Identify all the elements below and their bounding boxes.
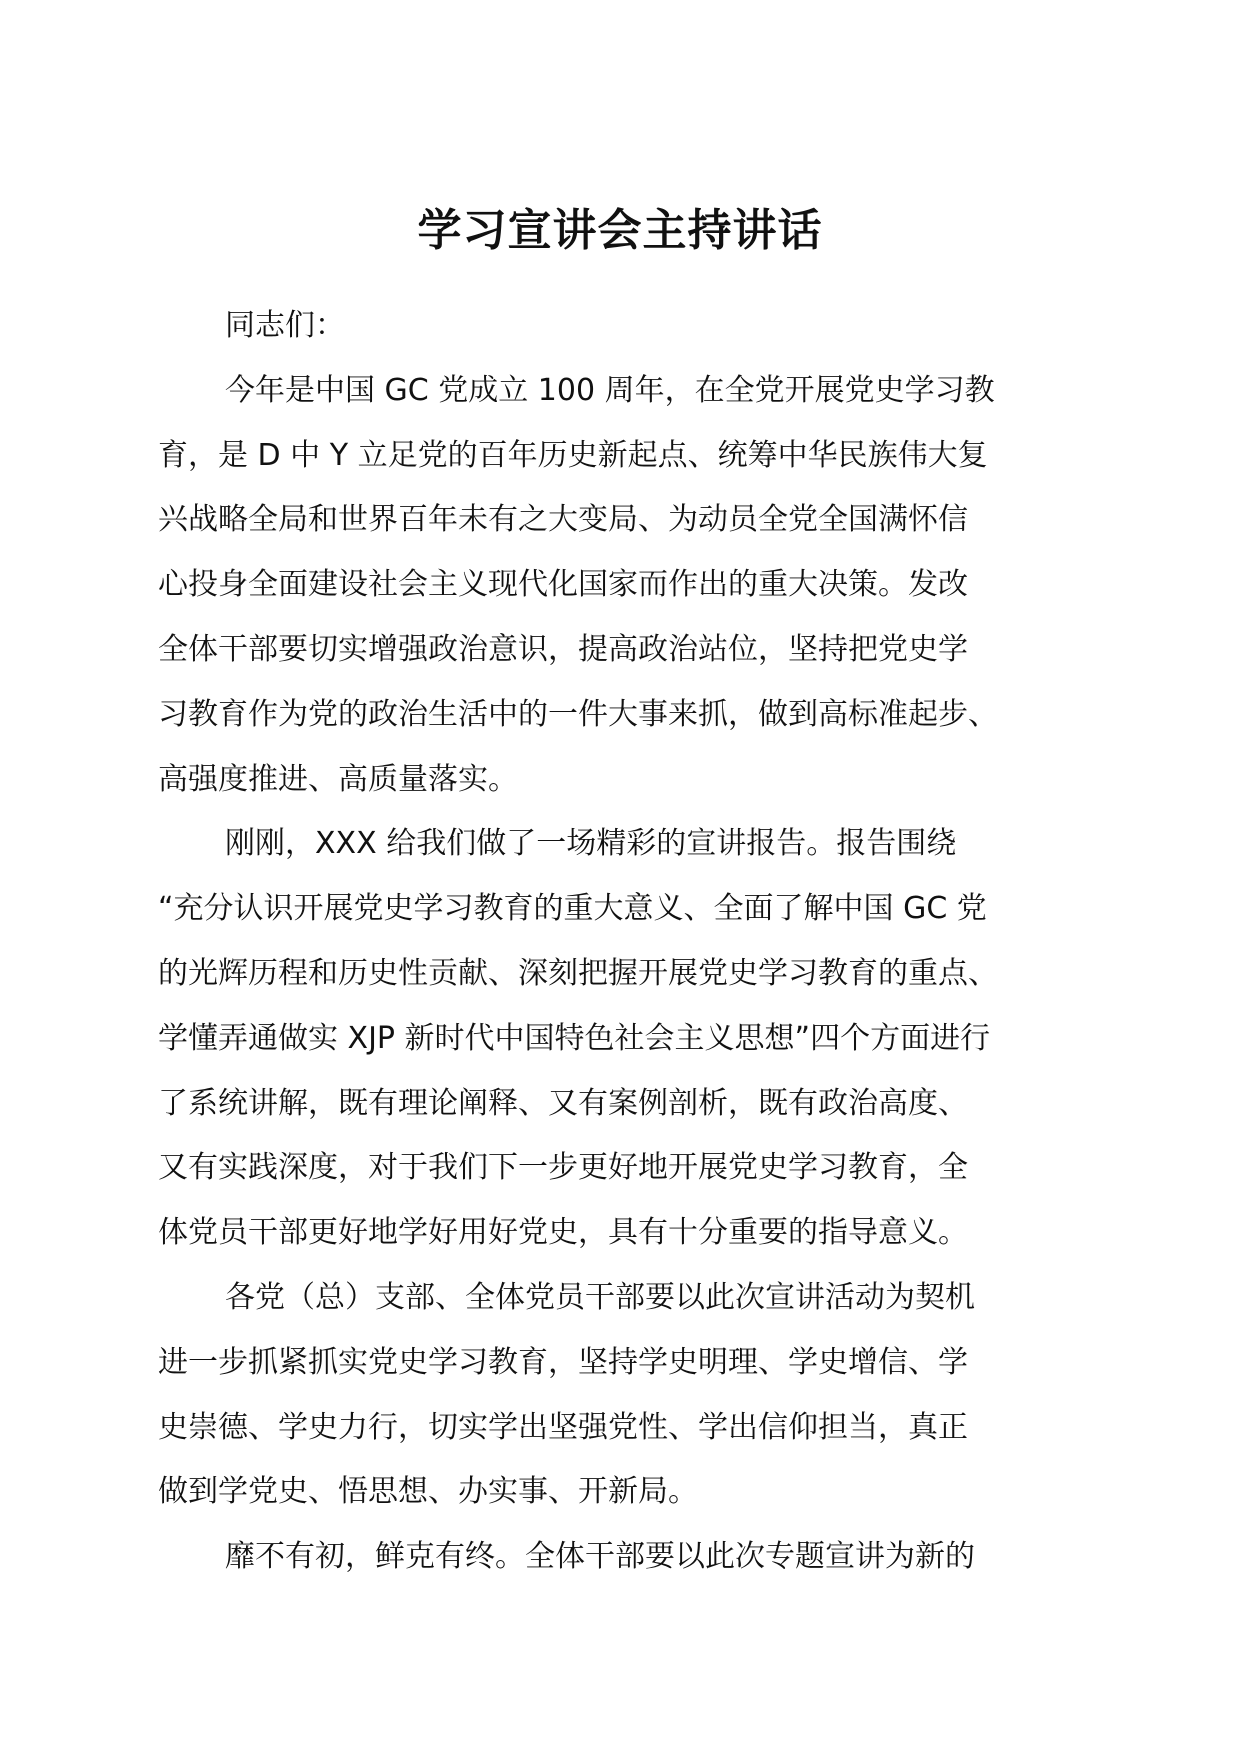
paragraph-1-line-6: 习教育作为党的政治生活中的一件大事来抓，做到高标准起步、 (158, 696, 998, 732)
paragraph-3-line-3: 史崇德、学史力行，切实学出坚强党性、学出信仰担当，真正 (158, 1409, 968, 1445)
paragraph-3-line-2: 进一步抓紧抓实党史学习教育，坚持学史明理、学史增信、学 (158, 1344, 968, 1380)
paragraph-2-line-2: “充分认识开展党史学习教育的重大意义、全面了解中国 GC 党 (158, 891, 987, 927)
paragraph-2-line-4: 学懂弄通做实 XJP 新时代中国特色社会主义思想”四个方面进行 (158, 1020, 991, 1056)
document-title: 学习宣讲会主持讲话 (417, 205, 823, 256)
paragraph-1-line-2: 育，是 D 中 Y 立足党的百年历史新起点、统筹中华民族伟大复 (158, 437, 988, 473)
paragraph-1-line-7: 高强度推进、高质量落实。 (158, 761, 518, 797)
salutation-line: 同志们： (225, 308, 345, 343)
paragraph-1-line-4: 心投身全面建设社会主义现代化国家而作出的重大决策。发改 (158, 567, 968, 603)
paragraph-1-line-1: 今年是中国 GC 党成立 100 周年，在全党开展党史学习教 (225, 372, 995, 408)
paragraph-3-line-4: 做到学党史、悟思想、办实事、开新局。 (158, 1474, 698, 1510)
paragraph-2-line-6: 又有实践深度，对于我们下一步更好地开展党史学习教育，全 (158, 1150, 968, 1186)
paragraph-2-line-3: 的光辉历程和历史性贡献、深刻把握开展党史学习教育的重点、 (158, 955, 998, 991)
paragraph-2-line-5: 了系统讲解，既有理论阐释、又有案例剖析，既有政治高度、 (158, 1085, 968, 1121)
paragraph-4-line-1: 靡不有初，鲜克有终。全体干部要以此次专题宣讲为新的 (225, 1539, 975, 1575)
document-body (158, 294, 1098, 1590)
paragraph-2-line-1: 刚刚，XXX 给我们做了一场精彩的宣讲报告。报告围绕 (225, 826, 957, 862)
paragraph-1-line-5: 全体干部要切实增强政治意识，提高政治站位，坚持把党史学 (158, 631, 968, 667)
paragraph-3-line-1: 各党（总）支部、全体党员干部要以此次宣讲活动为契机 (225, 1279, 975, 1315)
paragraph-1-line-3: 兴战略全局和世界百年未有之大变局、为动员全党全国满怀信 (158, 502, 968, 538)
paragraph-2-line-7: 体党员干部更好地学好用好党史，具有十分重要的指导意义。 (158, 1215, 968, 1251)
